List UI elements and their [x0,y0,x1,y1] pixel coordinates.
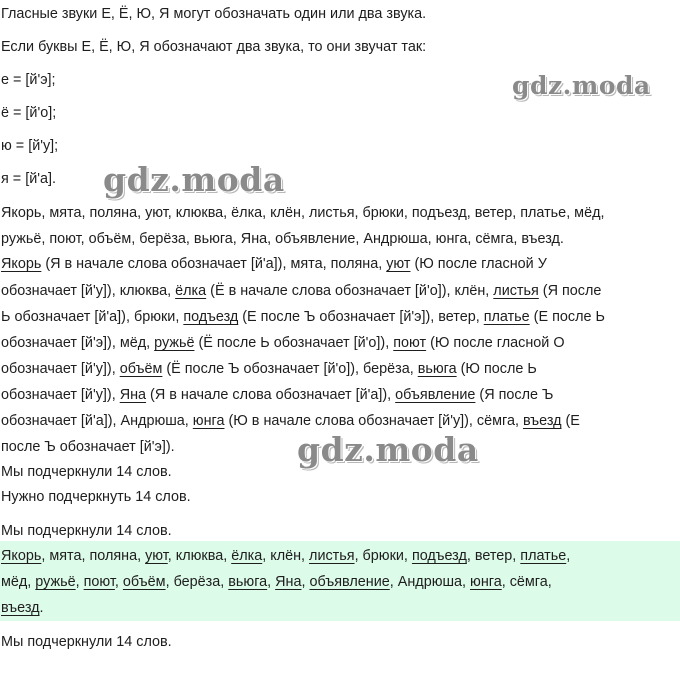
analysis-text: (Ё в начале слова обозначает [й'о]), клён, [206,283,494,299]
intro-line-1: Гласные звуки Е, Ё, Ю, Я могут обозначать один или два звука. [1,6,427,22]
underlined-word: ёлка [231,548,263,564]
underlined-word: объявление [309,574,390,590]
answer-line-2 [1,573,552,591]
underlined-word: листья [493,283,539,299]
underlined-word: платье [520,548,567,564]
underlined-word: уют [145,548,168,564]
analysis-line-5 [1,360,537,378]
analysis-text: (Е [561,413,580,429]
underlined-word: въезд [1,600,40,616]
answer-text: , мята, поляна, [41,548,146,564]
underlined-word: Якорь [1,256,42,272]
analysis-line-4 [1,334,565,352]
analysis-text: (Ю после Ь [456,361,537,377]
underlined-word: ружьё [154,335,195,351]
analysis-text: (Я после [538,283,602,299]
underlined-word: Якорь [1,548,42,564]
analysis-text: (Ю после гласной О [426,335,565,351]
underlined-word: уют [386,256,411,272]
word-list-line-2: ружьё, поют, объём, берёза, вьюга, Яна, объявление, Андрюша, юнга, сёмга, въезд. [1,231,564,247]
underlined-word: вьюга [417,361,457,377]
analysis-text: (Ё после Ь обозначает [й'о]), [194,335,394,351]
underlined-count-note: Мы подчеркнули 14 слов. [1,464,172,480]
answer-text: , [301,574,310,590]
answer-text: , [267,574,276,590]
analysis-line-8 [1,438,175,456]
need-count-note: Нужно подчеркнуть 14 слов. [1,489,191,505]
analysis-text: обозначает [й'у]), [1,387,120,403]
answer-text: , брюки, [354,548,412,564]
underlined-count-note-3: Мы подчеркнули 14 слов. [1,634,172,650]
intro-line-2: Если буквы Е, Ё, Ю, Я обозначают два звука, то они звучат так: [1,39,427,55]
underlined-word: юнга [192,413,225,429]
sound-rule-ya: я = [й'а]. [1,171,56,187]
answer-text: , сёмга, [501,574,552,590]
analysis-text: (Я в начале слова обозначает [й'а]), мята, поляна, [41,256,387,272]
underlined-word: платье [483,309,530,325]
analysis-line-1 [1,255,547,273]
answer-text: , [566,548,571,564]
analysis-text: обозначает [й'у]), [1,361,120,377]
analysis-text: обозначает [й'у]), клюква, [1,283,176,299]
underlined-word: ёлка [175,283,207,299]
underlined-word: объявление [395,387,476,403]
answer-text: , клюква, [167,548,232,564]
sound-rule-e: е = [й'э]; [1,72,56,88]
analysis-text: после Ъ обозначает [й'э]). [1,439,175,455]
underlined-word: подъезд [183,309,239,325]
underlined-word: въезд [522,413,562,429]
underlined-word: объём [122,574,166,590]
analysis-text: (Ё после Ъ обозначает [й'о]), берёза, [162,361,418,377]
answer-line-3 [1,599,44,617]
analysis-line-6 [1,386,553,404]
analysis-text: (Ю после гласной У [410,256,547,272]
answer-text: , [75,574,84,590]
underlined-word: поют [393,335,427,351]
analysis-text: (Е после Ъ обозначает [й'э]), ветер, [238,309,484,325]
analysis-text: (Я в начале слова обозначает [й'а]), [146,387,396,403]
watermark-logo: gdz.moda [297,430,479,469]
analysis-line-7 [1,412,580,430]
analysis-line-3 [1,308,605,326]
answer-text: , клён, [262,548,310,564]
underlined-word: листья [309,548,355,564]
answer-line-1 [1,547,570,565]
answer-text: . [39,600,44,616]
underlined-word: Яна [275,574,302,590]
underlined-word: юнга [470,574,502,590]
analysis-text: (Ю в начале слова обозначает [й'у]), сёмга, [224,413,523,429]
watermark-logo: gdz.moda [512,71,651,100]
answer-text: , Андрюша, [389,574,471,590]
analysis-text: (Я после Ъ [475,387,554,403]
analysis-text: Ь обозначает [й'а]), брюки, [1,309,184,325]
answer-text: , ветер, [466,548,521,564]
sound-rule-yu: ю = [й'у]; [1,138,59,154]
watermark-logo: gdz.moda [103,160,285,199]
underlined-word: подъезд [411,548,467,564]
sound-rule-yo: ё = [й'о]; [1,105,57,121]
underlined-count-note-2: Мы подчеркнули 14 слов. [1,523,172,539]
analysis-text: обозначает [й'а]), Андрюша, [1,413,193,429]
underlined-word: Яна [119,387,147,403]
word-list-line-1: Якорь, мята, поляна, уют, клюква, ёлка, клён, листья, брюки, подъезд, ветер, платье, мёд, [1,205,605,221]
answer-text: мёд, [1,574,36,590]
underlined-word: объём [119,361,163,377]
answer-text: , [114,574,123,590]
answer-text: , берёза, [165,574,229,590]
analysis-text: (Е после Ь [529,309,605,325]
analysis-text: обозначает [й'э]), мёд, [1,335,155,351]
underlined-word: поют [83,574,115,590]
underlined-word: вьюга [228,574,268,590]
analysis-line-2 [1,282,601,300]
underlined-word: ружьё [35,574,76,590]
